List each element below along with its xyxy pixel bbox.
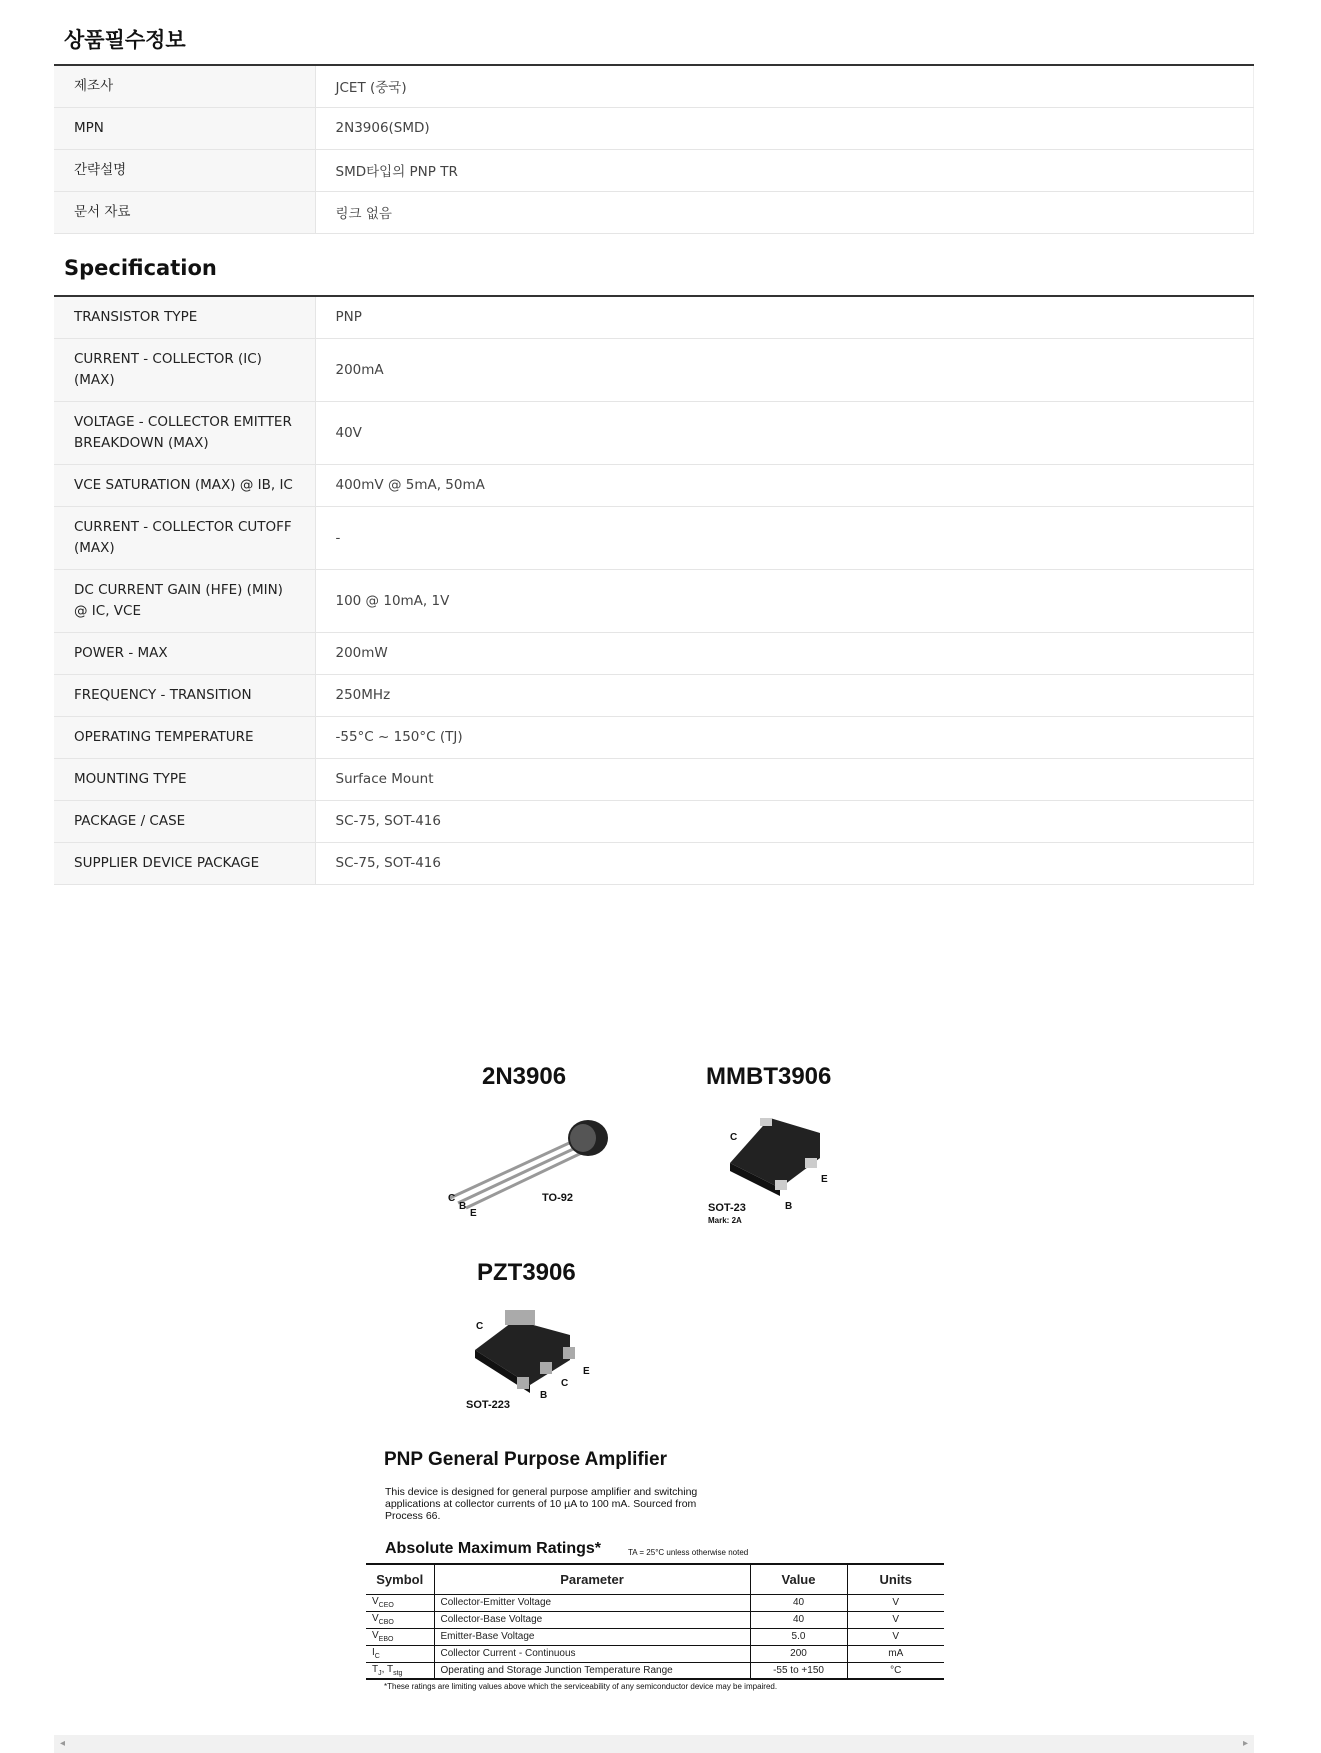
cell-parameter: Collector Current - Continuous (434, 1645, 750, 1662)
horizontal-scrollbar[interactable] (54, 1735, 1254, 1753)
row-value: 200mA (315, 338, 1254, 401)
row-label: TRANSISTOR TYPE (54, 296, 315, 338)
pin-c-label: C (730, 1132, 738, 1143)
cell-parameter: Collector-Emitter Voltage (434, 1594, 750, 1611)
row-value: 링크 없음 (315, 191, 1254, 233)
amp-description: This device is designed for general purpose amplifier and switching applications at collector currents of 10 µA to 100 mA. Sourced from Process 66. (385, 1486, 698, 1522)
package-2-type: SOT-23 (708, 1202, 746, 1214)
cell-unit: V (847, 1628, 944, 1645)
cell-value: 40 (750, 1611, 847, 1628)
col-parameter: Parameter (434, 1564, 750, 1594)
row-label: 문서 자료 (54, 191, 315, 233)
cell-parameter: Collector-Base Voltage (434, 1611, 750, 1628)
table-row (54, 842, 1254, 884)
amr-title: Absolute Maximum Ratings* (385, 1540, 602, 1557)
cell-value: 200 (750, 1645, 847, 1662)
specification-table (54, 295, 1254, 885)
row-label: SUPPLIER DEVICE PACKAGE (54, 842, 315, 884)
row-value: JCET (중국) (315, 65, 1254, 107)
essential-info-table (54, 64, 1254, 234)
row-value: 250MHz (315, 674, 1254, 716)
table-row (54, 569, 1254, 632)
row-label: DC CURRENT GAIN (HFE) (MIN) @ IC, VCE (54, 569, 315, 632)
package-3-heading: PZT3906 (477, 1259, 576, 1286)
table-row (54, 632, 1254, 674)
row-value: 40V (315, 401, 1254, 464)
table-row (366, 1662, 944, 1679)
pin-c2-label: C (561, 1378, 569, 1389)
row-label: PACKAGE / CASE (54, 800, 315, 842)
sot23-package-icon (720, 1108, 840, 1203)
table-row (366, 1611, 944, 1628)
row-label: CURRENT - COLLECTOR CUTOFF (MAX) (54, 506, 315, 569)
row-label: FREQUENCY - TRANSITION (54, 674, 315, 716)
cell-symbol: $V_{EBO}$ (366, 1628, 434, 1645)
sot223-package-icon (470, 1305, 600, 1395)
amp-title: PNP General Purpose Amplifier (384, 1449, 667, 1470)
row-value: 2N3906(SMD) (315, 107, 1254, 149)
cell-symbol: $V_{CBO}$ (366, 1611, 434, 1628)
row-value: - (315, 506, 1254, 569)
essential-info-title: 상품필수정보 (64, 28, 186, 52)
row-value: -55°C ~ 150°C (TJ) (315, 716, 1254, 758)
table-row (366, 1594, 944, 1611)
row-label: OPERATING TEMPERATURE (54, 716, 315, 758)
cell-value: -55 to +150 (750, 1662, 847, 1679)
table-row (54, 296, 1254, 338)
row-value: 100 @ 10mA, 1V (315, 569, 1254, 632)
pin-c-label: C (448, 1193, 456, 1204)
table-row (54, 674, 1254, 716)
row-label: POWER - MAX (54, 632, 315, 674)
col-units: Units (847, 1564, 944, 1594)
package-1-type: TO-92 (542, 1192, 573, 1204)
amr-note: TA = 25°C unless otherwise noted (628, 1548, 749, 1557)
pin-b-label: B (540, 1390, 548, 1401)
row-label: 간략설명 (54, 149, 315, 191)
to92-package-icon (440, 1108, 620, 1218)
absolute-max-ratings-table (366, 1563, 944, 1680)
package-2-mark: Mark: 2A (708, 1216, 742, 1225)
row-value: 200mW (315, 632, 1254, 674)
package-3-type: SOT-223 (466, 1399, 511, 1411)
row-label: VOLTAGE - COLLECTOR EMITTER BREAKDOWN (MAX) (54, 401, 315, 464)
pin-e-label: E (583, 1366, 590, 1377)
row-label: 제조사 (54, 65, 315, 107)
row-value: 400mV @ 5mA, 50mA (315, 464, 1254, 506)
row-value: PNP (315, 296, 1254, 338)
table-row (366, 1645, 944, 1662)
row-label: MOUNTING TYPE (54, 758, 315, 800)
scroll-left-icon[interactable]: ◂ (60, 1738, 66, 1749)
cell-parameter: Operating and Storage Junction Temperature Range (434, 1662, 750, 1679)
table-row (54, 191, 1254, 233)
cell-symbol: $T_J$, $T_{stg}$ (366, 1662, 434, 1679)
row-value: Surface Mount (315, 758, 1254, 800)
cell-unit: mA (847, 1645, 944, 1662)
row-label: MPN (54, 107, 315, 149)
table-row (366, 1628, 944, 1645)
cell-unit: V (847, 1611, 944, 1628)
table-row (54, 65, 1254, 107)
col-symbol: Symbol (366, 1564, 434, 1594)
cell-parameter: Emitter-Base Voltage (434, 1628, 750, 1645)
amr-footnote: *These ratings are limiting values above which the serviceability of any semiconductor device may be impaired. (384, 1682, 778, 1691)
pin-b-label: B (785, 1201, 793, 1212)
table-row (54, 401, 1254, 464)
pin-e-label: E (821, 1174, 828, 1185)
cell-symbol: $I_C$ (366, 1645, 434, 1662)
table-row (54, 758, 1254, 800)
table-row (54, 149, 1254, 191)
table-row (54, 338, 1254, 401)
col-value: Value (750, 1564, 847, 1594)
package-1-heading: 2N3906 (482, 1063, 567, 1090)
pin-b-label: B (459, 1201, 467, 1212)
cell-value: 40 (750, 1594, 847, 1611)
row-label: VCE SATURATION (MAX) @ IB, IC (54, 464, 315, 506)
table-row (54, 506, 1254, 569)
row-value: SC-75, SOT-416 (315, 800, 1254, 842)
cell-unit: V (847, 1594, 944, 1611)
table-row (54, 464, 1254, 506)
cell-symbol: $V_{CEO}$ (366, 1594, 434, 1611)
scroll-right-icon[interactable]: ▸ (1242, 1738, 1248, 1749)
table-row (54, 107, 1254, 149)
row-value: SMD타입의 PNP TR (315, 149, 1254, 191)
row-value: SC-75, SOT-416 (315, 842, 1254, 884)
specification-title: Specification (64, 256, 217, 280)
row-label: CURRENT - COLLECTOR (IC) (MAX) (54, 338, 315, 401)
pin-e-label: E (470, 1208, 477, 1219)
pin-c-label: C (476, 1321, 484, 1332)
table-header-row (366, 1564, 944, 1594)
package-2-heading: MMBT3906 (706, 1063, 832, 1090)
cell-unit: °C (847, 1662, 944, 1679)
table-row (54, 800, 1254, 842)
table-row (54, 716, 1254, 758)
cell-value: 5.0 (750, 1628, 847, 1645)
